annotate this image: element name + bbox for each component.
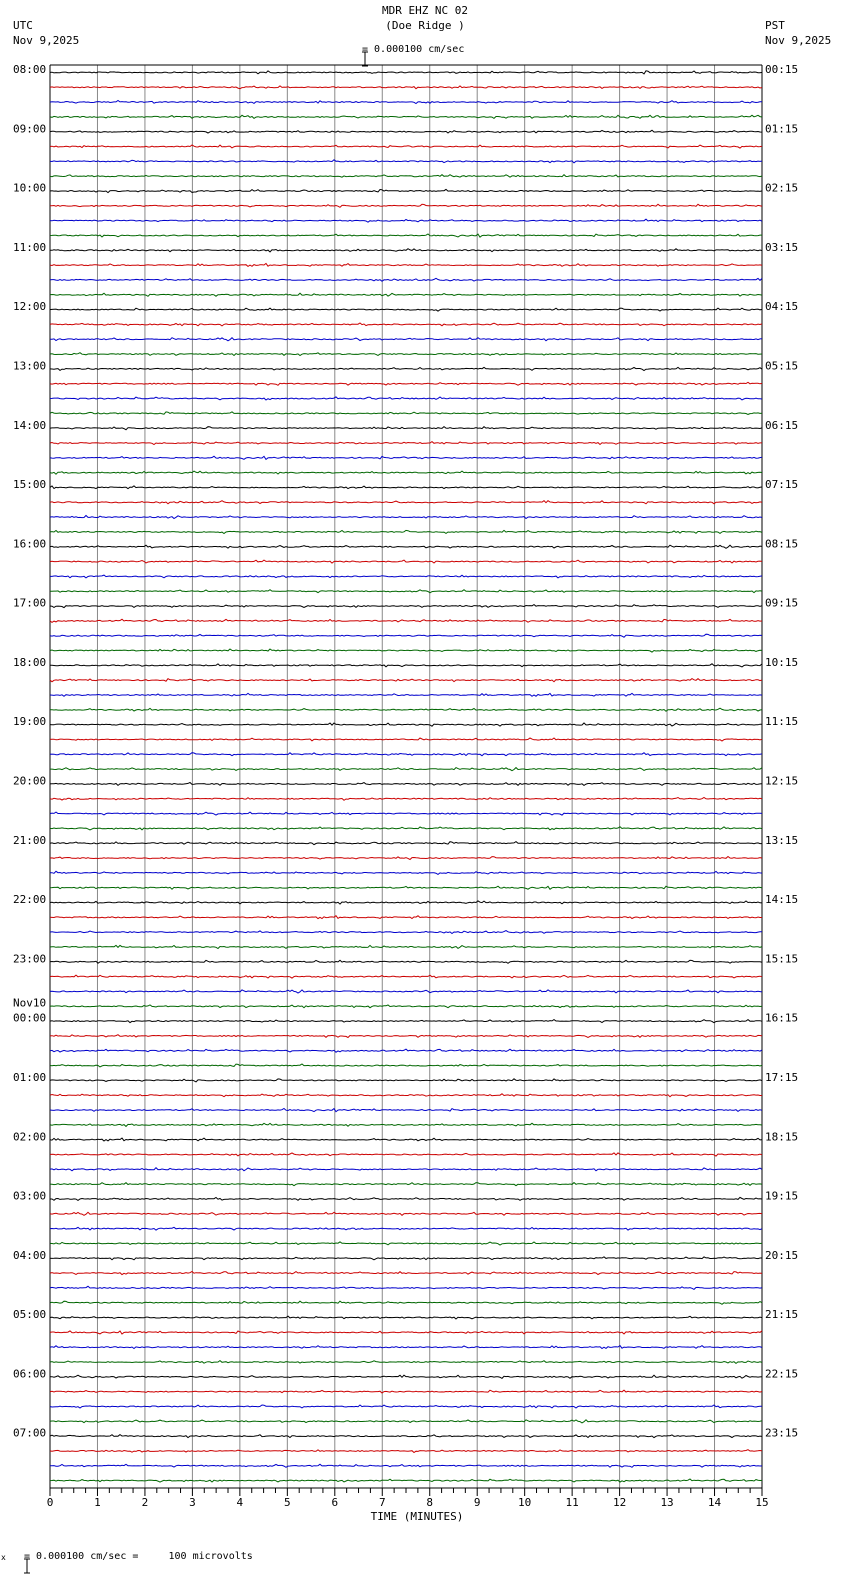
pst-label-03:15: 03:15 (765, 240, 799, 254)
pst-label-07:15: 07:15 (765, 478, 799, 492)
trace-13 (50, 249, 762, 252)
trace-43 (50, 693, 762, 696)
x-tick-label-12: 12 (612, 1496, 627, 1509)
trace-11 (50, 219, 762, 222)
trace-45 (50, 723, 762, 726)
station-title: MDR EHZ NC 02 (381, 4, 469, 17)
pst-label-11:15: 11:15 (765, 715, 799, 729)
utc-label-15:00: 15:00 (13, 478, 47, 492)
x-tick-label-13: 13 (660, 1496, 674, 1509)
trace-69 (50, 1079, 762, 1082)
x-tick-label-0: 0 (46, 1496, 54, 1509)
pst-label-15:15: 15:15 (765, 952, 799, 966)
trace-16 (50, 293, 762, 296)
trace-4 (50, 115, 762, 118)
trace-47 (50, 753, 762, 756)
pst-label-22:15: 22:15 (765, 1367, 799, 1381)
trace-64 (50, 1005, 762, 1008)
pst-label-09:15: 09:15 (765, 596, 799, 610)
trace-59 (50, 931, 762, 934)
utc-label-09:00: 09:00 (13, 122, 47, 136)
trace-22 (50, 382, 762, 385)
pst-label-16:15: 16:15 (765, 1011, 799, 1025)
x-tick-label-4: 4 (236, 1496, 244, 1509)
x-tick-label-14: 14 (707, 1496, 722, 1509)
trace-52 (50, 827, 762, 830)
x-tick-label-11: 11 (565, 1496, 579, 1509)
site-subtitle: (Doe Ridge ) (385, 19, 465, 32)
utc-label-11:00: 11:00 (13, 240, 47, 254)
utc-label-01:00: 01:00 (13, 1070, 47, 1084)
utc-label-23:00: 23:00 (13, 952, 47, 966)
pst-label-02:15: 02:15 (765, 181, 799, 195)
utc-label-07:00: 07:00 (13, 1426, 47, 1440)
utc-label-19:00: 19:00 (13, 715, 47, 729)
trace-60 (50, 945, 762, 948)
trace-67 (50, 1049, 762, 1052)
trace-41 (50, 664, 762, 667)
utc-label-14:00: 14:00 (13, 418, 47, 432)
trace-8 (50, 175, 762, 178)
utc-label-03:00: 03:00 (13, 1189, 47, 1203)
trace-71 (50, 1109, 762, 1112)
trace-23 (50, 397, 762, 400)
trace-88 (50, 1361, 762, 1364)
trace-92 (50, 1420, 762, 1423)
trace-81 (50, 1257, 762, 1260)
footer-scale-bar-icon (10, 1545, 18, 1561)
x-tick-label-15: 15 (755, 1496, 769, 1509)
x-tick-label-3: 3 (189, 1496, 196, 1509)
trace-68 (50, 1064, 762, 1067)
trace-35 (50, 575, 762, 578)
utc-label-05:00: 05:00 (13, 1308, 47, 1322)
trace-17 (50, 308, 762, 311)
pst-label-06:15: 06:15 (765, 418, 799, 432)
pst-label-13:15: 13:15 (765, 833, 799, 847)
trace-5 (50, 130, 762, 133)
trace-56 (50, 886, 762, 889)
trace-65 (50, 1020, 762, 1023)
utc-label-22:00: 22:00 (13, 893, 47, 907)
x-tick-label-7: 7 (378, 1496, 386, 1509)
scale-label: = 0.000100 cm/sec (362, 44, 465, 55)
trace-25 (50, 427, 762, 430)
left-date: Nov 9,2025 (13, 34, 80, 47)
trace-57 (50, 901, 762, 904)
trace-51 (50, 812, 762, 815)
trace-21 (50, 367, 762, 370)
trace-85 (50, 1316, 762, 1319)
trace-44 (50, 708, 762, 711)
x-tick-label-2: 2 (141, 1496, 149, 1509)
trace-50 (50, 798, 762, 801)
x-tick-label-8: 8 (426, 1496, 434, 1509)
trace-89 (50, 1375, 762, 1378)
utc-label-18:00: 18:00 (13, 655, 47, 669)
trace-12 (50, 234, 762, 237)
trace-55 (50, 871, 762, 874)
trace-61 (50, 960, 762, 963)
trace-49 (50, 783, 762, 786)
trace-32 (50, 530, 762, 533)
trace-15 (50, 278, 762, 281)
trace-90 (50, 1390, 762, 1393)
trace-2 (50, 86, 762, 89)
left-timezone: UTC (13, 19, 33, 32)
trace-10 (50, 204, 762, 207)
trace-9 (50, 189, 762, 192)
pst-label-00:15: 00:15 (765, 63, 799, 76)
trace-6 (50, 145, 762, 148)
footer-marker: x (1, 1553, 6, 1562)
x-axis-title: TIME (MINUTES) (370, 1510, 464, 1523)
utc-label-20:00: 20:00 (13, 774, 47, 788)
trace-83 (50, 1286, 762, 1289)
x-tick-label-6: 6 (331, 1496, 339, 1509)
trace-84 (50, 1301, 762, 1304)
pst-label-17:15: 17:15 (765, 1070, 799, 1084)
pst-label-12:15: 12:15 (765, 774, 799, 788)
trace-53 (50, 842, 762, 845)
pst-label-21:15: 21:15 (765, 1308, 799, 1322)
trace-46 (50, 738, 762, 741)
trace-87 (50, 1346, 762, 1349)
trace-39 (50, 634, 762, 637)
trace-75 (50, 1168, 762, 1171)
pst-label-19:15: 19:15 (765, 1189, 799, 1203)
trace-38 (50, 619, 762, 622)
pst-label-23:15: 23:15 (765, 1426, 799, 1440)
trace-95 (50, 1464, 762, 1467)
x-tick-label-1: 1 (94, 1496, 101, 1509)
utc-label-04:00: 04:00 (13, 1248, 47, 1262)
trace-20 (50, 353, 762, 356)
pst-label-20:15: 20:15 (765, 1248, 799, 1262)
utc-label-02:00: 02:00 (13, 1130, 47, 1144)
trace-18 (50, 323, 762, 326)
trace-91 (50, 1405, 762, 1408)
utc-label-06:00: 06:00 (13, 1367, 47, 1381)
trace-33 (50, 545, 762, 548)
trace-58 (50, 916, 762, 919)
trace-86 (50, 1331, 762, 1334)
trace-73 (50, 1138, 762, 1141)
trace-93 (50, 1435, 762, 1438)
utc-label-00:00: 00:00 (13, 1011, 47, 1025)
trace-37 (50, 605, 762, 608)
pst-label-10:15: 10:15 (765, 655, 799, 669)
trace-42 (50, 679, 762, 682)
trace-77 (50, 1197, 762, 1200)
trace-27 (50, 456, 762, 459)
trace-7 (50, 160, 762, 163)
pst-label-14:15: 14:15 (765, 893, 799, 907)
trace-31 (50, 516, 762, 519)
pst-label-05:15: 05:15 (765, 359, 799, 373)
trace-74 (50, 1153, 762, 1156)
trace-34 (50, 560, 762, 563)
trace-40 (50, 649, 762, 652)
pst-label-01:15: 01:15 (765, 122, 799, 136)
footer-scale-note: = 0.000100 cm/sec = 100 microvolts (24, 1551, 253, 1562)
trace-3 (50, 101, 762, 104)
trace-28 (50, 471, 762, 474)
x-tick-label-10: 10 (518, 1496, 532, 1509)
trace-76 (50, 1183, 762, 1186)
trace-72 (50, 1123, 762, 1126)
trace-29 (50, 486, 762, 489)
utc-label-08:00: 08:00 (13, 63, 47, 76)
trace-66 (50, 1035, 762, 1038)
trace-19 (50, 338, 762, 341)
utc-label-17:00: 17:00 (13, 596, 47, 610)
trace-36 (50, 590, 762, 593)
utc-label-10:00: 10:00 (13, 181, 47, 195)
trace-14 (50, 264, 762, 267)
utc-label-16:00: 16:00 (13, 537, 47, 551)
trace-63 (50, 990, 762, 993)
trace-62 (50, 975, 762, 978)
trace-79 (50, 1227, 762, 1230)
trace-48 (50, 768, 762, 771)
trace-78 (50, 1212, 762, 1215)
trace-1 (50, 71, 762, 74)
pst-label-18:15: 18:15 (765, 1130, 799, 1144)
right-date: Nov 9,2025 (765, 34, 832, 47)
pst-label-08:15: 08:15 (765, 537, 799, 551)
trace-96 (50, 1479, 762, 1482)
utc-label-12:00: 12:00 (13, 300, 47, 314)
x-tick-label-5: 5 (284, 1496, 291, 1509)
trace-82 (50, 1272, 762, 1275)
trace-54 (50, 857, 762, 860)
utc-label-21:00: 21:00 (13, 833, 47, 847)
trace-80 (50, 1242, 762, 1245)
trace-30 (50, 501, 762, 504)
pst-label-04:15: 04:15 (765, 300, 799, 314)
utc-label-13:00: 13:00 (13, 359, 47, 373)
date-change-label: Nov10 (13, 996, 47, 1010)
right-timezone: PST (765, 19, 785, 32)
x-tick-label-9: 9 (473, 1496, 481, 1509)
trace-70 (50, 1094, 762, 1097)
trace-24 (50, 412, 762, 415)
trace-94 (50, 1450, 762, 1453)
trace-26 (50, 442, 762, 445)
